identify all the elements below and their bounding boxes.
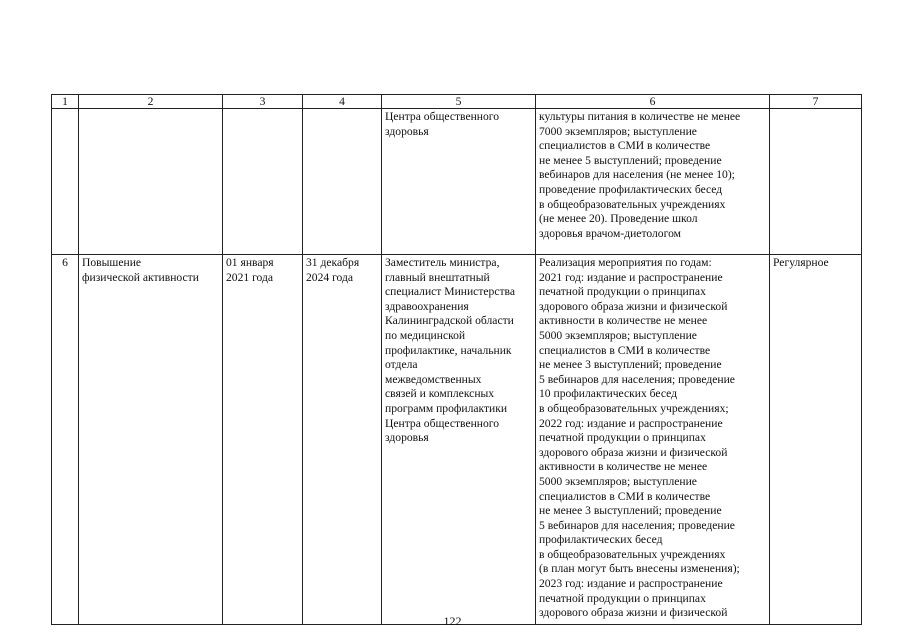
header-col-4: 4 bbox=[303, 95, 382, 109]
text-line: печатной продукции о принципах bbox=[539, 431, 706, 445]
text-line: связей и комплексных bbox=[385, 387, 495, 401]
text-line: здоровья bbox=[385, 124, 429, 138]
header-col-2: 2 bbox=[79, 95, 223, 109]
row6-start-date bbox=[223, 255, 303, 625]
text-line: профилактических бесед bbox=[539, 533, 663, 547]
text-line: 2023 год: издание и распространение bbox=[539, 577, 723, 591]
text-line: 2021 года bbox=[226, 270, 274, 284]
text-line: здорового образа жизни и физической bbox=[539, 445, 728, 459]
header-col-5: 5 bbox=[382, 95, 536, 109]
text-line: специалистов в СМИ в количестве bbox=[539, 139, 711, 153]
text-line: здоровья bbox=[385, 431, 429, 445]
text-line: в общеобразовательных учреждениях bbox=[539, 547, 726, 561]
header-col-1: 1 bbox=[52, 95, 79, 109]
text-line: в общеобразовательных учреждениях bbox=[539, 197, 726, 211]
text-line: 5 вебинаров для населения; проведение bbox=[539, 518, 735, 532]
text-line: 2022 год: издание и распространение bbox=[539, 416, 723, 430]
text-line: Центра общественного bbox=[385, 110, 500, 123]
text-line: здравоохранения bbox=[385, 299, 469, 313]
text-line: Заместитель министра, bbox=[385, 256, 500, 269]
text-line: культуры питания в количестве не менее bbox=[539, 110, 741, 123]
text-line: 10 профилактических бесед bbox=[539, 387, 677, 401]
header-col-6: 6 bbox=[536, 95, 770, 109]
cont-cell-end bbox=[303, 109, 382, 255]
text-line: печатной продукции о принципах bbox=[539, 591, 706, 605]
text-line: 7000 экземпляров; выступление bbox=[539, 124, 697, 138]
text-line: не менее 3 выступлений; проведение bbox=[539, 358, 722, 372]
continuation-row bbox=[52, 109, 862, 255]
text-line: 5 вебинаров для населения; проведение bbox=[539, 372, 735, 386]
text-line: печатной продукции о принципах bbox=[539, 285, 706, 299]
text-line: Повышение bbox=[82, 256, 142, 269]
text-line: вебинаров для населения (не менее 10); bbox=[539, 168, 735, 182]
row6-frequency: Регулярное bbox=[770, 255, 862, 625]
header-row bbox=[52, 95, 862, 109]
header-col-3: 3 bbox=[223, 95, 303, 109]
text-line: проведение профилактических бесед bbox=[539, 182, 723, 196]
activities-table bbox=[51, 94, 862, 625]
text-line: 2021 год: издание и распространение bbox=[539, 270, 723, 284]
text-line: Центра общественного bbox=[385, 416, 500, 430]
text-line: по медицинской bbox=[385, 328, 466, 342]
row6-end-date bbox=[303, 255, 382, 625]
text-line: активности в количестве не менее bbox=[539, 314, 708, 328]
row6-result bbox=[536, 255, 770, 625]
text-line: физической активности bbox=[82, 270, 199, 284]
cont-cell-result bbox=[536, 109, 770, 255]
table-row-6 bbox=[52, 255, 862, 625]
text-line: 01 января bbox=[226, 256, 274, 269]
text-line: профилактике, начальник bbox=[385, 343, 512, 357]
text-line: не менее 3 выступлений; проведение bbox=[539, 504, 722, 518]
cont-cell-num bbox=[52, 109, 79, 255]
page-number: 122 bbox=[443, 614, 462, 628]
text-line: в общеобразовательных учреждениях; bbox=[539, 401, 729, 415]
text-line: активности в количестве не менее bbox=[539, 460, 708, 474]
text-line: здорового образа жизни и физической bbox=[539, 606, 728, 620]
text-line: Реализация мероприятия по годам: bbox=[539, 256, 712, 269]
text-line: (не менее 20). Проведение школ bbox=[539, 212, 698, 226]
text-line: главный внештатный bbox=[385, 270, 490, 284]
text-line: 5000 экземпляров; выступление bbox=[539, 328, 697, 342]
text-line: программ профилактики bbox=[385, 401, 508, 415]
text-line: отдела bbox=[385, 358, 418, 372]
text-line: специалист Министерства bbox=[385, 285, 516, 299]
text-line: 2024 года bbox=[306, 270, 354, 284]
text-line: межведомственных bbox=[385, 372, 482, 386]
row6-num: 6 bbox=[52, 255, 79, 625]
header-col-7: 7 bbox=[770, 95, 862, 109]
text-line: не менее 5 выступлений; проведение bbox=[539, 153, 722, 167]
row6-responsible bbox=[382, 255, 536, 625]
text-line: здоровья врачом-диетологом bbox=[539, 226, 681, 240]
text-line: 5000 экземпляров; выступление bbox=[539, 474, 697, 488]
cont-cell-name bbox=[79, 109, 223, 255]
cont-cell-start bbox=[223, 109, 303, 255]
cont-cell-frequency bbox=[770, 109, 862, 255]
text-line: специалистов в СМИ в количестве bbox=[539, 343, 711, 357]
row6-name bbox=[79, 255, 223, 625]
text-line: специалистов в СМИ в количестве bbox=[539, 489, 711, 503]
text-line: 31 декабря bbox=[306, 256, 360, 269]
text-line: (в план могут быть внесены изменения); bbox=[539, 562, 740, 576]
cont-cell-responsible bbox=[382, 109, 536, 255]
text-line: здорового образа жизни и физической bbox=[539, 299, 728, 313]
text-line: Калининградской области bbox=[385, 314, 514, 328]
